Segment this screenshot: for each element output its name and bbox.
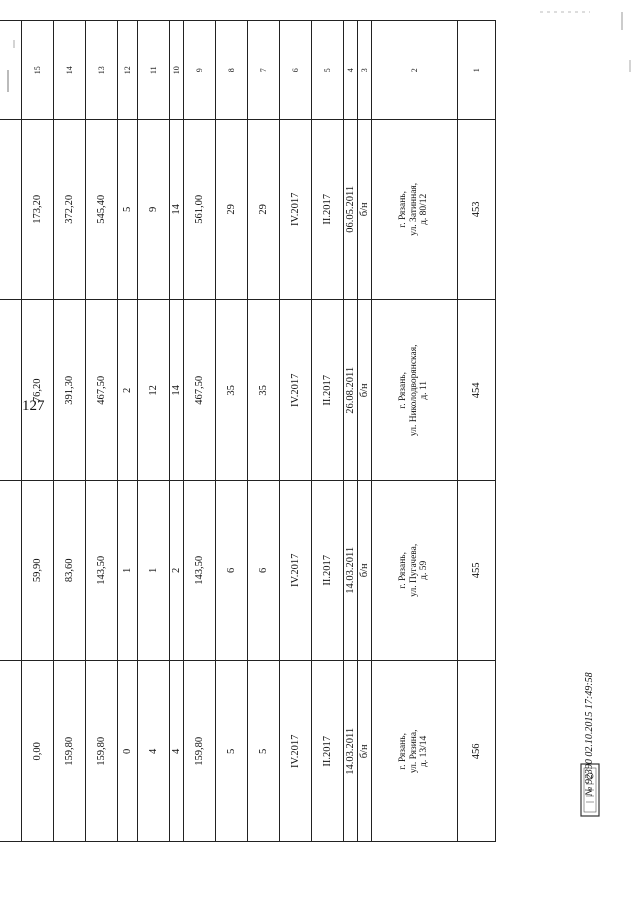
address-line: д. 13/14 <box>419 735 430 767</box>
table-cell: 12 <box>138 300 170 481</box>
table-cell: 467,50 <box>184 300 216 481</box>
table-cell: 561,00 <box>184 119 216 300</box>
table-cell: 29 <box>216 119 248 300</box>
table-cell <box>0 661 22 842</box>
table-cell <box>0 480 22 661</box>
table-cell: 5 <box>216 661 248 842</box>
table-cell: 35 <box>216 300 248 481</box>
address-line: ул. Затинная, <box>409 182 420 236</box>
seal-icon <box>575 760 605 820</box>
table-cell: 456 <box>458 661 496 842</box>
column-index: 7 <box>248 21 280 120</box>
column-index: 1 <box>458 21 496 120</box>
address-line: г. Рязань, <box>398 371 409 409</box>
table-cell: 467,50 <box>86 300 118 481</box>
table-cell: б/н <box>358 119 372 300</box>
table-cell: 159,80 <box>184 661 216 842</box>
address-line: д. 59 <box>419 561 430 581</box>
table-row <box>0 21 22 842</box>
address-line: д. 80/12 <box>419 193 430 225</box>
table-cell: 2 <box>170 480 184 661</box>
column-index <box>0 21 22 120</box>
column-index: 12 <box>118 21 138 120</box>
table-cell: б/н <box>358 480 372 661</box>
table-row <box>280 21 312 842</box>
table-row <box>54 21 86 842</box>
table-cell: 83,60 <box>54 480 86 661</box>
column-index: 11 <box>138 21 170 120</box>
table-cell: II.2017 <box>312 480 344 661</box>
column-index: 13 <box>86 21 118 120</box>
column-index: 10 <box>170 21 184 120</box>
table-cell: 372,20 <box>54 119 86 300</box>
table-cell: IV.2017 <box>280 480 312 661</box>
address-line: г. Рязань, <box>398 732 409 770</box>
table-cell: 453 <box>458 119 496 300</box>
table-cell: 76,20 <box>22 300 54 481</box>
table-cell: 5 <box>118 119 138 300</box>
table-cell: 391,30 <box>54 300 86 481</box>
table-cell: 9 <box>138 119 170 300</box>
column-index: 9 <box>184 21 216 120</box>
column-index: 4 <box>344 21 358 120</box>
table-row <box>216 21 248 842</box>
table-cell: 143,50 <box>86 480 118 661</box>
address-line: ул. Рязина, <box>409 729 420 773</box>
table-cell: 454 <box>458 300 496 481</box>
table-cell: 35 <box>248 300 280 481</box>
table-cell: б/н <box>358 300 372 481</box>
table-cell <box>372 300 458 481</box>
address-line: г. Рязань, <box>398 191 409 228</box>
table-cell: 173,20 <box>22 119 54 300</box>
address-line: ул. Николодворянская, <box>409 344 420 436</box>
table-cell: 6 <box>216 480 248 661</box>
table-cell: 14 <box>170 119 184 300</box>
table-cell: 14.03.2011 <box>344 480 358 661</box>
table-cell: 1 <box>118 480 138 661</box>
table-row <box>312 21 344 842</box>
table-row <box>22 21 54 842</box>
table-row <box>248 21 280 842</box>
table-cell: 59,90 <box>22 480 54 661</box>
table-row <box>138 21 170 842</box>
table-cell: 4 <box>170 661 184 842</box>
column-index: 2 <box>372 21 458 120</box>
table-cell: 0 <box>118 661 138 842</box>
table-cell: 14 <box>170 300 184 481</box>
table-cell: IV.2017 <box>280 661 312 842</box>
address-line: г. Рязань, <box>398 552 409 589</box>
address-line: д. 11 <box>419 380 430 400</box>
address-line: ул. Пугачева, <box>409 543 420 598</box>
table-cell: 1 <box>138 480 170 661</box>
table-cell: IV.2017 <box>280 300 312 481</box>
table-cell: 2 <box>118 300 138 481</box>
table-row <box>344 21 358 842</box>
column-index: 5 <box>312 21 344 120</box>
table-row <box>184 21 216 842</box>
table-cell: 6 <box>248 480 280 661</box>
table-row <box>170 21 184 842</box>
table-cell: 06.05.2011 <box>344 119 358 300</box>
table-row <box>358 21 372 842</box>
table-cell: 159,80 <box>54 661 86 842</box>
table-cell: 545,40 <box>86 119 118 300</box>
table-cell: 29 <box>248 119 280 300</box>
table-row <box>458 21 496 842</box>
column-index: 8 <box>216 21 248 120</box>
table-cell: 4 <box>138 661 170 842</box>
table-cell: II.2017 <box>312 661 344 842</box>
table-row <box>118 21 138 842</box>
table-cell <box>0 300 22 481</box>
table-cell: 143,50 <box>184 480 216 661</box>
table-cell: IV.2017 <box>280 119 312 300</box>
table-cell <box>372 119 458 300</box>
column-index: 15 <box>22 21 54 120</box>
table-cell <box>0 119 22 300</box>
table-cell: 455 <box>458 480 496 661</box>
column-index: 6 <box>280 21 312 120</box>
table-cell: 14.03.2011 <box>344 661 358 842</box>
table-row <box>86 21 118 842</box>
page-number: 127 <box>22 398 45 414</box>
table-cell: 0,00 <box>22 661 54 842</box>
table-cell: II.2017 <box>312 300 344 481</box>
table-cell: II.2017 <box>312 119 344 300</box>
table-cell: 26.08.2011 <box>344 300 358 481</box>
table-cell: б/н <box>358 661 372 842</box>
table-cell: 5 <box>248 661 280 842</box>
registration-stamp: № 92390 02.10.2015 17:49:58 <box>584 672 595 796</box>
table-row <box>372 21 458 842</box>
column-index: 14 <box>54 21 86 120</box>
table-cell: 159,80 <box>86 661 118 842</box>
table-cell <box>372 661 458 842</box>
table-cell <box>372 480 458 661</box>
column-index: 3 <box>358 21 372 120</box>
